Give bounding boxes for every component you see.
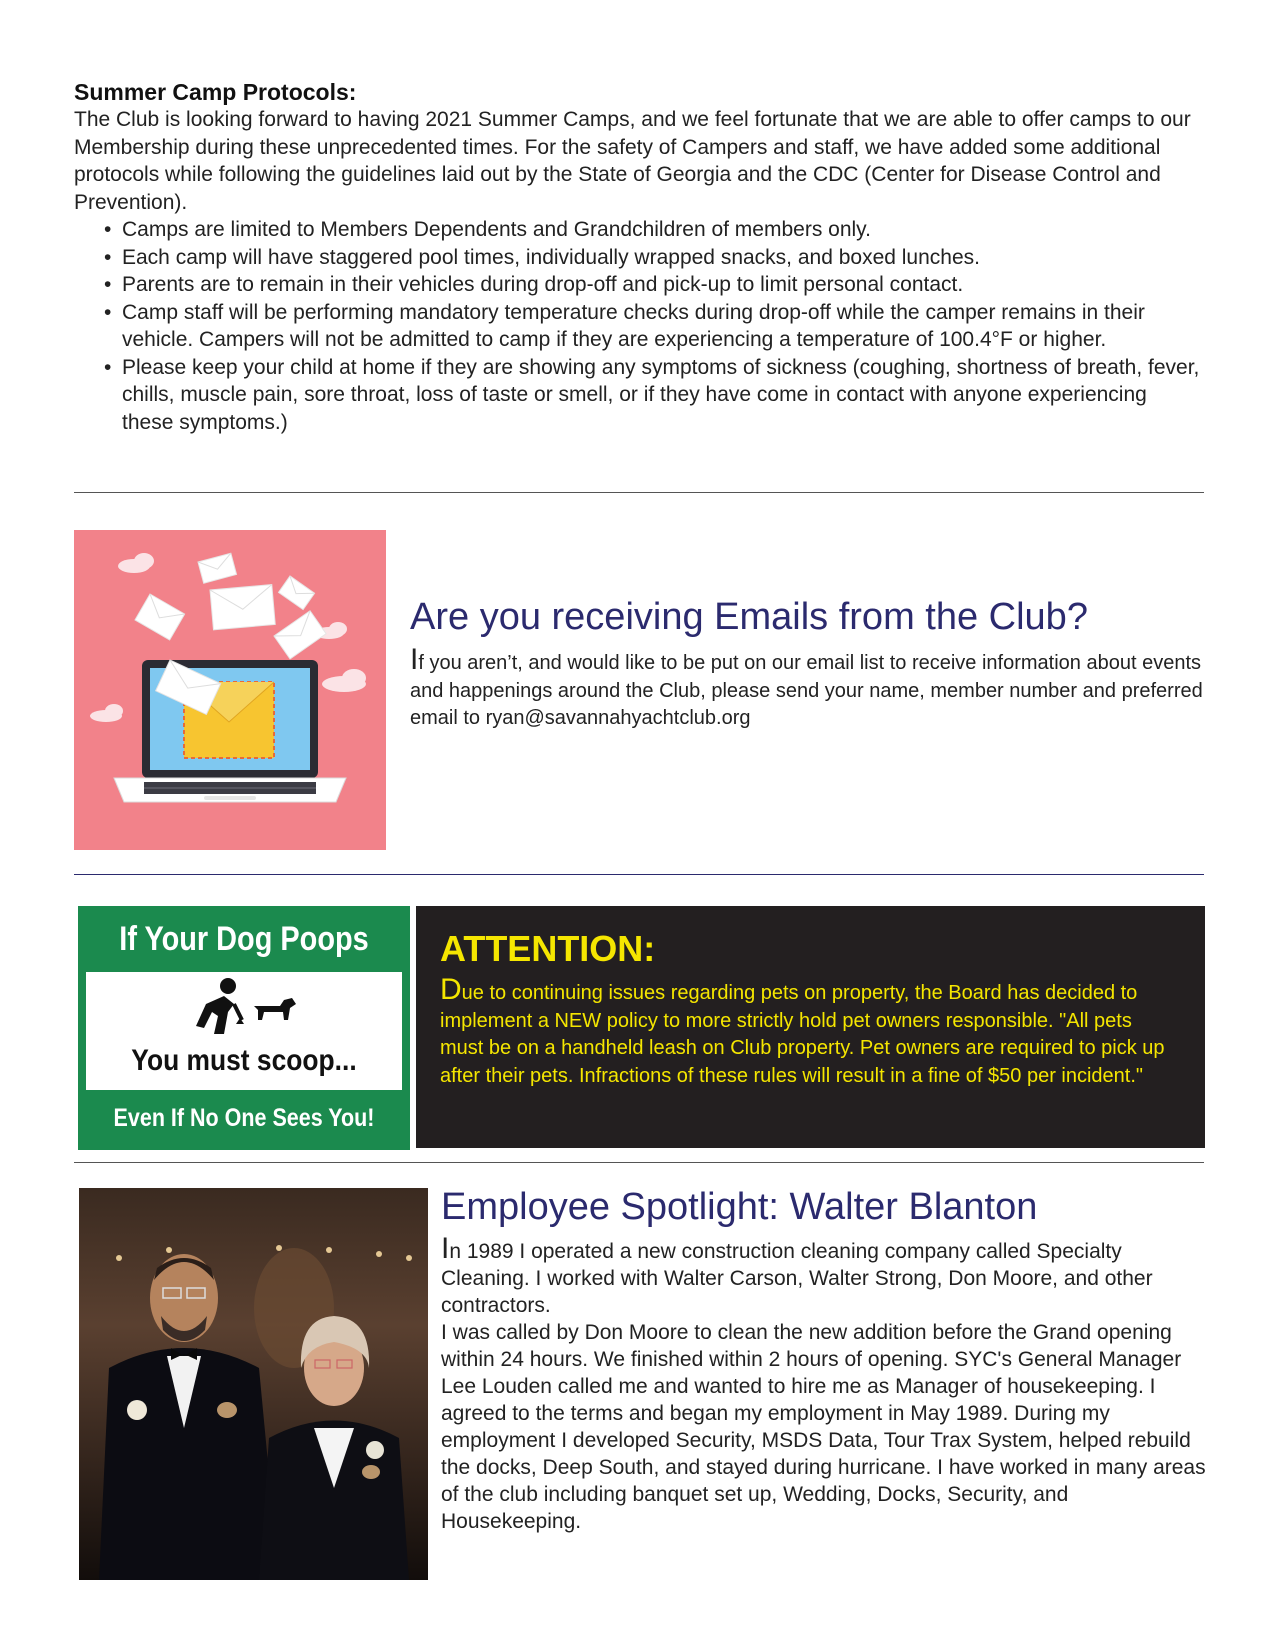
employee-spotlight-body xyxy=(441,1232,1211,1535)
laptop-envelope-icon xyxy=(74,530,386,850)
email-heading: Are you receiving Emails from the Club? xyxy=(410,596,1088,638)
dog-scoop-sign xyxy=(78,906,410,1150)
drop-cap: I xyxy=(410,643,419,676)
sign-top-text: If Your Dog Poops xyxy=(119,920,369,958)
email-body: If you aren’t, and would like to be put on our email list to receive information about events and happenings around the Club, please send your name, member number and preferred email to ryan@savannahyachtclub.org xyxy=(410,643,1203,729)
employee-paragraph: I was called by Don Moore to clean the new addition before the Grand opening within 24 hours. We finished within 2 hours of opening. SYC's General Manager Lee Louden called me and wanted to hire me as Manager of housekeeping. I agreed to the terms and began my employment in May 1989. During my employment I developed Security, MSDS Data, Tour Trax System, helped rebuild the docks, Deep South, and stayed during hurricane. I have worked in many areas of the club including banquet set up, Wedding, Docks, Security, and Housekeeping. xyxy=(441,1321,1206,1533)
email-laptop-illustration xyxy=(74,530,386,850)
list-item: • Please keep your child at home if they are showing any symptoms of sickness (coughing, shortness of breath, fever, chills, muscle pain, sore throat, loss of taste or smell, or if they have come in contact with anyone experiencing these symptoms.) xyxy=(104,355,1200,434)
attention-box xyxy=(416,906,1205,1148)
list-item: • Each camp will have staggered pool times, individually wrapped snacks, and boxed lunches. xyxy=(104,245,980,269)
employee-photo xyxy=(79,1188,428,1580)
section-divider xyxy=(74,874,1204,875)
summer-camp-section xyxy=(74,78,1214,436)
list-item: • Camps are limited to Members Dependents and Grandchildren of members only. xyxy=(104,218,871,241)
drop-cap: I xyxy=(441,1232,450,1265)
couple-photo-illustration xyxy=(79,1188,428,1580)
camp-title: Summer Camp Protocols: xyxy=(74,79,357,105)
employee-paragraph: In 1989 I operated a new construction cleaning company called Specialty Cleaning. I worked with Walter Carson, Walter Strong, Don Moore, and other contractors. xyxy=(441,1232,1153,1317)
list-item: • Parents are to remain in their vehicles during drop-off and pick-up to limit personal contact. xyxy=(104,273,964,296)
list-item: • Camp staff will be performing mandatory temperature checks during drop-off while the camper remains in their vehicle. Campers will not be admitted to camp if they are experiencing a temperature of 100.4°F or higher. xyxy=(104,300,1145,351)
camp-intro: The Club is looking forward to having 2021 Summer Camps, and we feel fortunate that we are able to offer camps to our Membership during these unprecedented times. For the safety of Campers and staff, we have added some additional protocols while following the guidelines laid out by the State of Georgia and the CDC (Center for Disease Control and Prevention). xyxy=(74,108,1191,214)
camp-protocol-list xyxy=(74,216,1214,436)
attention-heading: ATTENTION: xyxy=(440,928,656,969)
attention-body: Due to continuing issues regarding pets on property, the Board has decided to implement a NEW policy to more strictly hold pet owners responsible. "All pets must be on a handheld leash on Club property. Pet owners are required to pick up after their pets. Infractions of these rules will result in a fine of $50 per incident." xyxy=(440,973,1165,1087)
sign-white-panel xyxy=(86,972,402,1090)
drop-cap: D xyxy=(440,973,462,1006)
person-scooping-dog-icon xyxy=(184,976,304,1036)
sign-middle-text: You must scoop... xyxy=(131,1044,357,1077)
section-divider xyxy=(74,1162,1204,1163)
employee-spotlight-heading: Employee Spotlight: Walter Blanton xyxy=(441,1186,1038,1228)
sign-bottom-text: Even If No One Sees You! xyxy=(113,1104,375,1132)
section-divider xyxy=(74,492,1204,493)
